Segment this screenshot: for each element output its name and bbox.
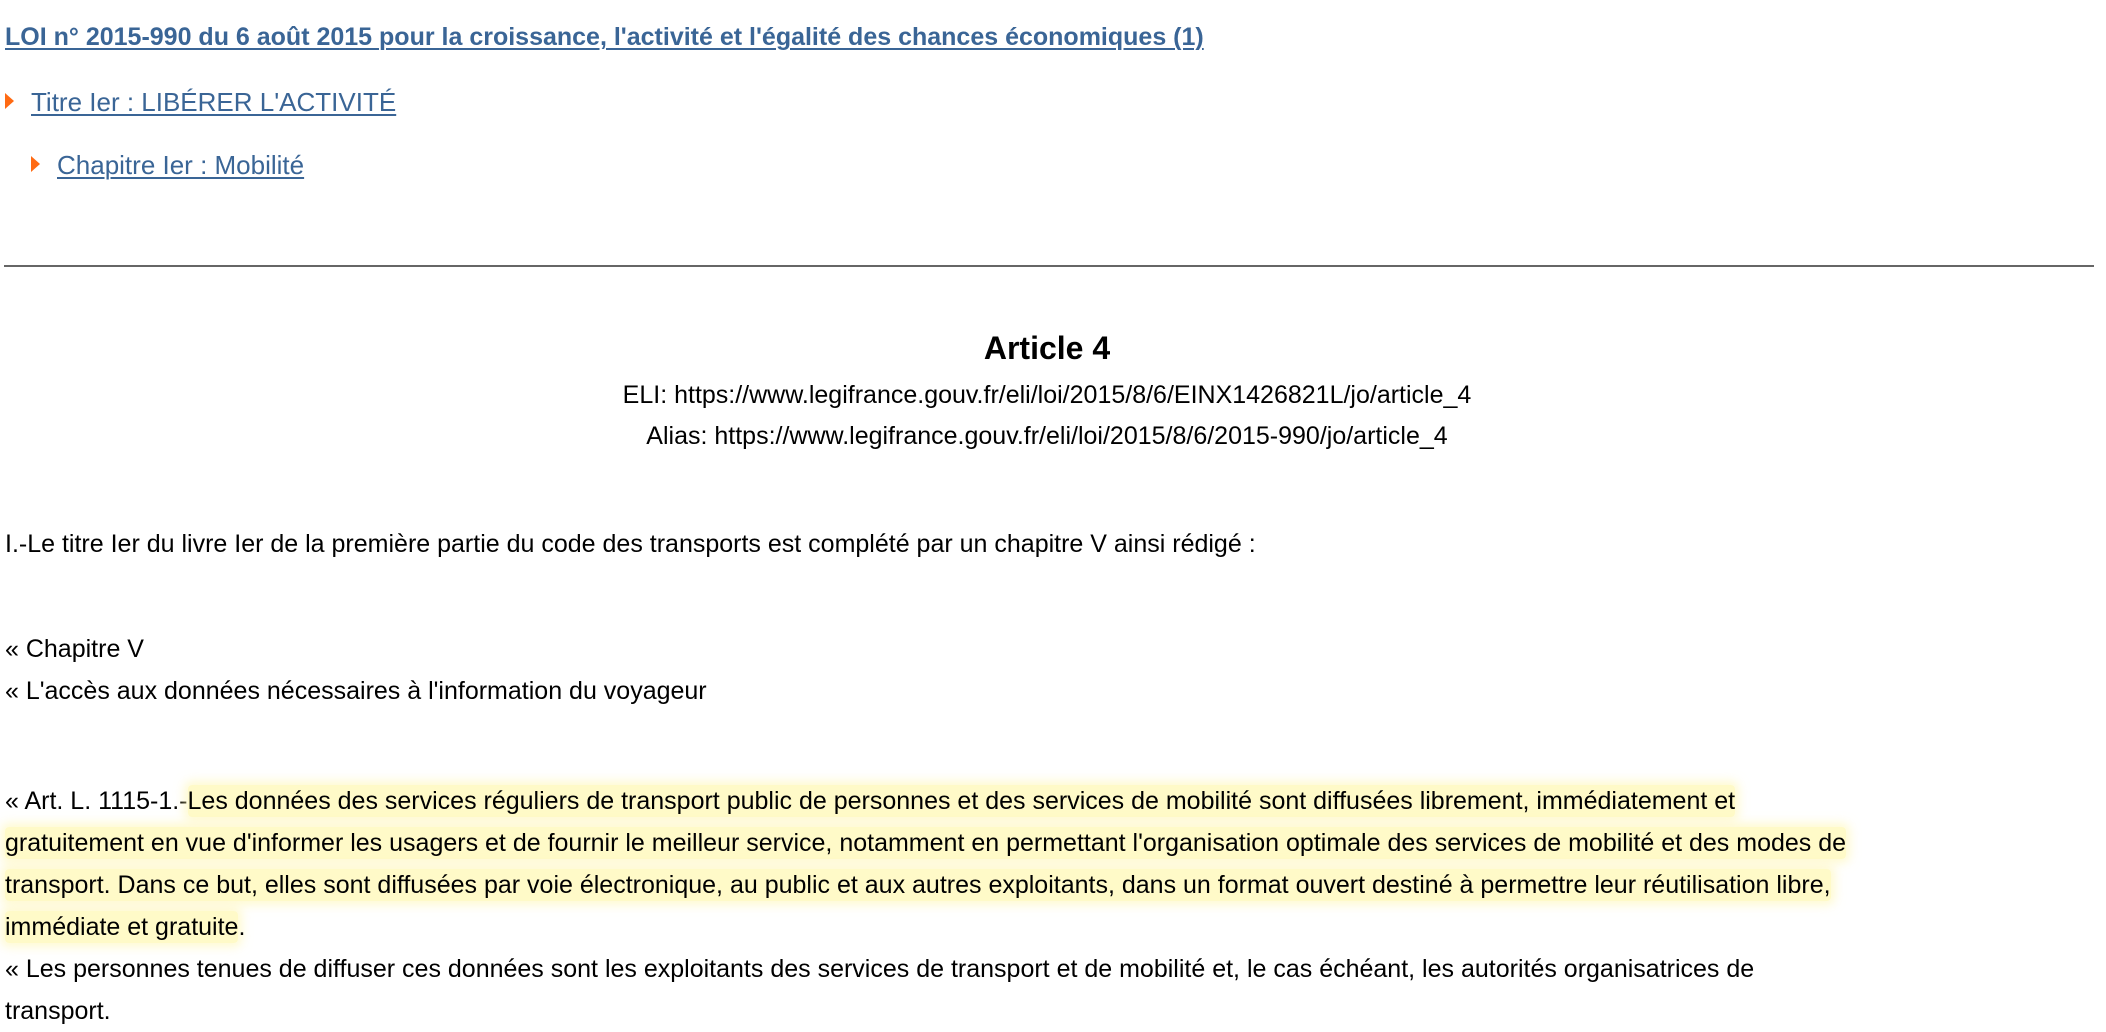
law-title-link[interactable]: LOI n° 2015-990 du 6 août 2015 pour la croissance, l'activité et l'égalité des chances économiques (1) (5, 23, 1204, 51)
intro-paragraph: I.-Le titre Ier du livre Ier de la première partie du code des transports est complété par un chapitre V ainsi rédigé : (5, 530, 1256, 558)
horizontal-divider (4, 265, 2094, 267)
chapter-title: « L'accès aux données nécessaires à l'information du voyageur (5, 677, 707, 705)
article-title: Article 4 (983, 330, 1111, 366)
article-line (5, 780, 1846, 822)
breadcrumb-titre (5, 86, 396, 118)
paragraph-line: transport. (5, 997, 111, 1025)
article-eli: ELI: https://www.legifrance.gouv.fr/eli/loi/2015/8/6/EINX1426821L/jo/article_4 (622, 381, 1472, 409)
article-line (5, 822, 1846, 864)
triangle-right-icon (31, 156, 40, 172)
breadcrumb-chapitre (31, 149, 304, 181)
article-alias: Alias: https://www.legifrance.gouv.fr/eli/loi/2015/8/6/2015-990/jo/article_4 (646, 422, 1448, 450)
sentence-end: . (238, 913, 246, 941)
article-line (5, 864, 1846, 906)
triangle-right-icon (5, 93, 14, 109)
chapitre-link[interactable]: Chapitre Ier : Mobilité (57, 150, 305, 180)
highlighted-text: transport. Dans ce but, elles sont diffusées par voie électronique, au public et aux autres exploitants, dans un format ouvert destiné à permettre leur réutilisation libre, (5, 871, 1831, 899)
chapter-heading: « Chapitre V (5, 635, 144, 663)
titre-link[interactable]: Titre Ier : LIBÉRER L'ACTIVITÉ (31, 87, 397, 117)
article-reference: « Art. L. 1115-1.- (5, 787, 188, 815)
article-l1115-1 (5, 780, 1846, 1032)
highlighted-text: immédiate et gratuite (5, 913, 239, 941)
article-line (5, 906, 1846, 948)
paragraph-line: « Les personnes tenues de diffuser ces données sont les exploitants des services de transport et de mobilité et, le cas échéant, les autorités organisatrices de (5, 955, 1755, 983)
highlighted-text: Les données des services réguliers de transport public de personnes et des services de mobilité sont diffusées librement, immédiatement et (187, 787, 1736, 815)
highlighted-text: gratuitement en vue d'informer les usagers et de fournir le meilleur service, notamment en permettant l'organisation optimale des services de mobilité et des modes de (5, 829, 1847, 857)
